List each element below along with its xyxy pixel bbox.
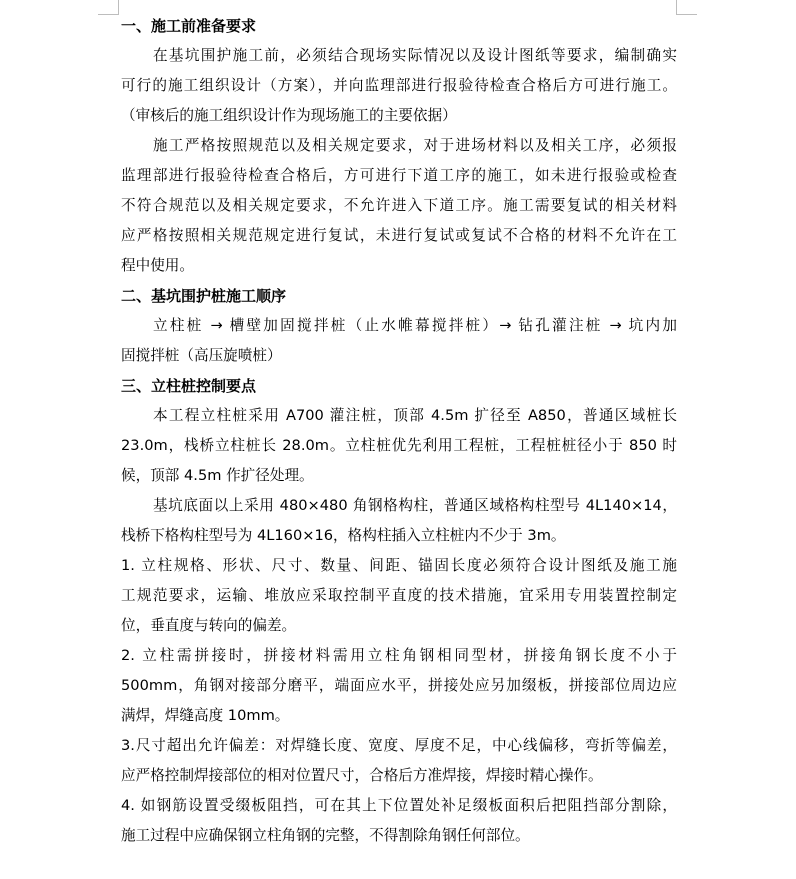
list-item-line: 2. 立柱需拼接时，拼接材料需用立柱角钢相同型材，拼接角钢长度不小于 bbox=[121, 647, 677, 664]
document-body bbox=[121, 11, 677, 851]
paragraph-line: 在基坑围护施工前，必须结合现场实际情况以及设计图纸等要求，编制确实 bbox=[153, 47, 677, 64]
paragraph-line: 程中使用。 bbox=[121, 257, 194, 274]
page-corner-mark-left bbox=[98, 0, 119, 15]
paragraph-line: 基坑底面以上采用 480×480 角钢格构柱，普通区域格构柱型号 4L140×14， bbox=[153, 497, 677, 514]
paragraph-line: 不符合规范以及相关规定要求，不允许进入下道工序。施工需要复试的相关材料 bbox=[121, 197, 677, 214]
paragraph-line: 监理部进行报验待检查合格后，方可进行下道工序的施工，如未进行报验或检查 bbox=[121, 167, 677, 184]
section-heading-1: 一、施工前准备要求 bbox=[121, 17, 257, 35]
paragraph-line: 应严格按照相关规范规定进行复试，未进行复试或复试不合格的材料不允许在工 bbox=[121, 227, 677, 244]
paragraph-line: 可行的施工组织设计（方案），并向监理部进行报验待检查合格后方可进行施工。 bbox=[121, 77, 677, 94]
list-item-line: 位，垂直度与转向的偏差。 bbox=[121, 617, 297, 634]
list-item-line: 满焊，焊缝高度 10mm。 bbox=[121, 707, 290, 724]
page-corner-mark-right bbox=[676, 0, 697, 15]
paragraph-line: 本工程立柱桩采用 A700 灌注桩，顶部 4.5m 扩径至 A850，普通区域桩长 bbox=[153, 407, 677, 424]
paragraph-line: （审核后的施工组织设计作为现场施工的主要依据） bbox=[121, 107, 457, 124]
paragraph-line: 候，顶部 4.5m 作扩径处理。 bbox=[121, 467, 314, 484]
paragraph-line: 立柱桩 → 槽壁加固搅拌桩（止水帷幕搅拌桩）→ 钻孔灌注桩 → 坑内加 bbox=[153, 317, 677, 334]
paragraph-line: 23.0m，栈桥立柱桩长 28.0m。立柱桩优先利用工程桩，工程桩桩径小于 850 时 bbox=[121, 437, 677, 454]
list-item-line: 应严格控制焊接部位的相对位置尺寸，合格后方准焊接，焊接时精心操作。 bbox=[121, 767, 603, 784]
section-heading-2: 二、基坑围护桩施工顺序 bbox=[121, 287, 287, 305]
section-heading-3: 三、立柱桩控制要点 bbox=[121, 377, 257, 395]
paragraph-line: 固搅拌桩（高压旋喷桩） bbox=[121, 347, 282, 364]
list-item-line: 3.尺寸超出允许偏差：对焊缝长度、宽度、厚度不足，中心线偏移，弯折等偏差， bbox=[121, 737, 677, 754]
list-item-line: 4. 如钢筋设置受缀板阻挡，可在其上下位置处补足缀板面积后把阻挡部分割除， bbox=[121, 797, 677, 814]
paragraph-line: 栈桥下格构柱型号为 4L160×16，格构柱插入立柱桩内不少于 3m。 bbox=[121, 527, 566, 544]
list-item-line: 500mm，角钢对接部分磨平，端面应水平，拼接处应另加缀板，拼接部位周边应 bbox=[121, 677, 677, 694]
paragraph-line: 施工严格按照规范以及相关规定要求，对于进场材料以及相关工序，必须报 bbox=[153, 137, 677, 154]
list-item-line: 施工过程中应确保钢立柱角钢的完整，不得割除角钢任何部位。 bbox=[121, 827, 530, 844]
list-item-line: 1. 立柱规格、形状、尺寸、数量、间距、锚固长度必须符合设计图纸及施工施 bbox=[121, 557, 677, 574]
list-item-line: 工规范要求，运输、堆放应采取控制平直度的技术措施，宜采用专用装置控制定 bbox=[121, 587, 677, 604]
